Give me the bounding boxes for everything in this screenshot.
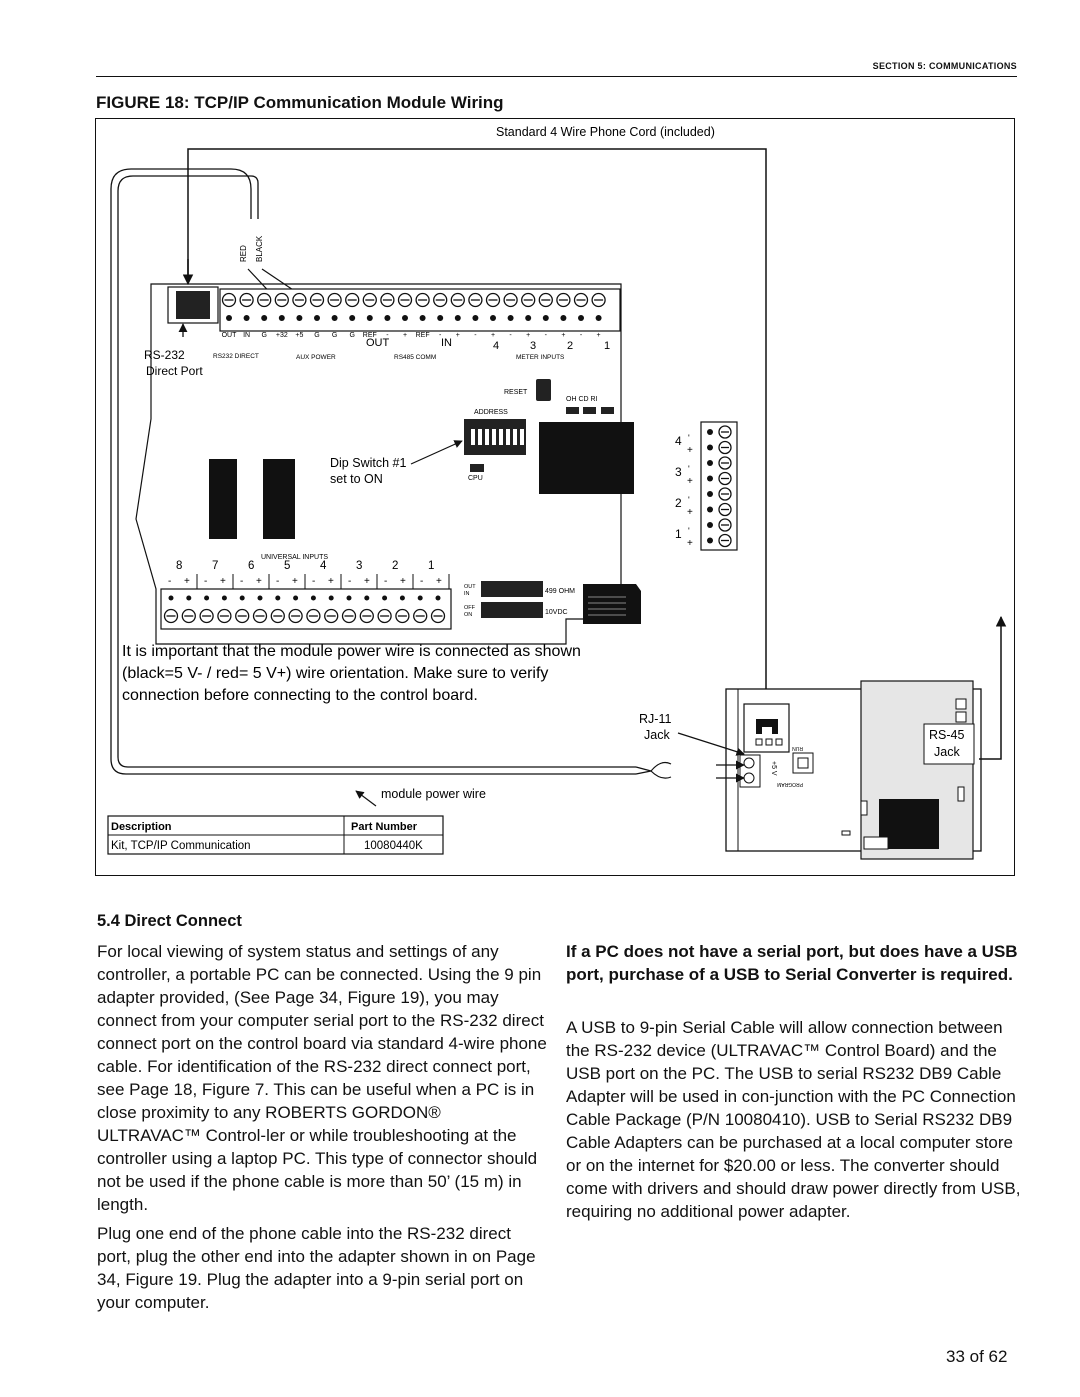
dip-off-label: OFF: [464, 605, 475, 611]
rs485-comm-label: RS485 COMM: [394, 354, 437, 361]
svg-text:+: +: [256, 576, 262, 587]
terminal-label: +: [490, 332, 496, 339]
universal-input-number: 2: [392, 560, 399, 572]
table-cell-description: Kit, TCP/IP Communication: [111, 840, 251, 852]
rs45-label: RS-45: [929, 728, 965, 742]
rs45-jack-label: Jack: [934, 745, 960, 759]
rj11-jack-label: Jack: [644, 728, 670, 742]
svg-text:-: -: [168, 576, 172, 587]
rs232-label: RS-232: [144, 348, 185, 362]
cpu-label: CPU: [468, 475, 483, 482]
terminal-label: +: [455, 332, 460, 339]
terminal-label: -: [509, 332, 512, 339]
tcpip-module: [726, 681, 981, 859]
table-header-description: Description: [111, 821, 172, 833]
terminal-label: -: [474, 332, 477, 339]
meter-input-number: 3: [675, 465, 682, 479]
svg-text:-: -: [312, 576, 316, 587]
dip-in-label: IN: [464, 591, 470, 597]
processor-chip: [539, 422, 634, 494]
terminal-label: -: [386, 332, 389, 339]
phone-cord-label: Standard 4 Wire Phone Cord (included): [496, 125, 715, 139]
terminal-label: G: [349, 332, 355, 339]
wire-red-label: RED: [239, 245, 248, 262]
address-label: ADDRESS: [474, 409, 508, 416]
svg-text:+: +: [364, 576, 370, 587]
terminal-label: +5: [295, 332, 304, 339]
figure-frame: [95, 118, 1015, 876]
meter-number: 2: [567, 340, 574, 352]
left-paragraph-2: Plug one end of the phone cable into the RS-232 direct port, plug the other end into the adapter shown in on Page 34, Figure 19. Plug the adapter into a 9-pin serial port on your computer.: [97, 1224, 536, 1312]
chip-left: [209, 459, 237, 539]
universal-input-number: 6: [248, 560, 255, 572]
terminal-label: -: [579, 332, 583, 339]
wiring-diagram: [96, 119, 1016, 877]
direct-port-label: Direct Port: [146, 364, 203, 378]
universal-input-number: 3: [356, 560, 363, 572]
comm-out-label: OUT: [366, 337, 390, 349]
meter-number: 4: [493, 340, 500, 352]
table-header-part-number: Part Number: [351, 821, 418, 833]
meter-number: 1: [604, 340, 611, 352]
vdc-label: 10VDC: [545, 609, 568, 616]
parts-table: [108, 816, 443, 854]
svg-text:': ': [688, 526, 690, 536]
dip-switch-label: Dip Switch #1: [330, 456, 407, 470]
terminal-label: G: [331, 332, 338, 339]
right-paragraph-1: If a PC does not have a serial port, but does have a USB port, purchase of a USB to Serial Converter is required.: [566, 942, 1018, 984]
svg-text:+: +: [687, 445, 693, 456]
svg-text:-: -: [204, 576, 208, 587]
chip-right: [263, 459, 295, 539]
network-cable-arrow: [979, 617, 1001, 759]
terminal-label: G: [314, 332, 320, 339]
meter-number: 3: [530, 340, 537, 352]
meter-input-number: 2: [675, 496, 682, 510]
terminal-label: OUT: [221, 332, 237, 339]
plus5v-label: +5 V: [770, 761, 777, 776]
dip-on-label: ON: [464, 612, 473, 618]
svg-text:-: -: [276, 576, 280, 587]
terminal-label: IN: [243, 332, 251, 339]
terminal-label: G: [261, 332, 267, 339]
top-terminal-block: [220, 289, 620, 331]
svg-text:+: +: [328, 576, 334, 587]
rs232-jack-body: [176, 291, 210, 319]
rj11-label: RJ-11: [639, 712, 672, 726]
svg-text:+: +: [292, 576, 298, 587]
section-header: SECTION 5: COMMUNICATIONS: [872, 61, 1017, 71]
universal-input-number: 5: [284, 560, 291, 572]
module-power-wire-label: module power wire: [381, 787, 486, 801]
dip-out-label: OUT: [464, 584, 476, 590]
bottom-terminal-block: [161, 589, 451, 629]
left-paragraph-1: For local viewing of system status and settings of any controller, a portable PC can be connected. Using the 9 pin adapter provided, (See Page 34, Figure 19), you may connect from your computer serial port to the RS-232 direct connect port on the control board via standard 4-wire phone cable. For identification of the RS-232 direct connect port, see Page 18, Figure 7. This can be useful when a PC is in close proximity to any ROBERTS GORDON® ULTRAVAC™ Control-ler or while troubleshooting at the controller using a laptop PC. This type of connector should not be used if the phone cable is more than 50’ (15 m) in length.: [97, 942, 547, 1214]
svg-text:-: -: [348, 576, 352, 587]
universal-input-number: 4: [320, 560, 327, 572]
terminal-label: +: [561, 332, 566, 339]
header-rule: [96, 76, 1017, 77]
svg-text:+: +: [436, 576, 442, 587]
terminal-label: +: [526, 332, 531, 339]
right-paragraph-2: A USB to 9-pin Serial Cable will allow connection between the RS-232 device (ULTRAVAC™ Control Board) and the USB port on the PC. The USB to serial RS232 DB9 Cable Adapter will be used in con-junction with the PC Connection Cable Package (P/N 10080410). USB to Serial RS232 DB9 Cable Adapters can be purchased at a local computer store or on the internet for $20.00 or less. The converter should come with drivers and should draw power directly from USB, requiring no additional power adapter.: [566, 1018, 1021, 1221]
program-label: PROGRAM: [777, 781, 803, 787]
reset-button: [536, 379, 551, 401]
meter-input-number: 1: [675, 527, 682, 541]
universal-inputs-label: UNIVERSAL INPUTS: [261, 554, 329, 561]
note-line-1: It is important that the module power wire is connected as shown: [122, 643, 581, 660]
power-connector: [583, 584, 641, 624]
svg-text:': ': [688, 495, 690, 505]
terminal-label: -: [544, 332, 547, 339]
terminal-label: +: [596, 332, 601, 339]
universal-input-number: 1: [428, 560, 435, 572]
page-number: 33 of 62: [946, 1347, 1008, 1366]
terminal-label: +32: [275, 332, 288, 339]
svg-text:': ': [688, 464, 690, 474]
run-label: RUN: [792, 745, 803, 751]
svg-text:-: -: [384, 576, 388, 587]
terminal-label: +: [402, 332, 408, 339]
terminal-label: -: [439, 332, 442, 339]
universal-input-number: 7: [212, 560, 219, 572]
reset-label: RESET: [504, 389, 528, 396]
svg-text:+: +: [687, 476, 693, 487]
svg-text:+: +: [687, 507, 693, 518]
svg-text:-: -: [240, 576, 244, 587]
dip-switch-ohm: [481, 581, 543, 597]
aux-power-label: AUX POWER: [296, 354, 336, 361]
note-line-2: (black=5 V- / red= 5 V+) wire orientation. Make sure to verify: [122, 665, 549, 682]
svg-text:': ': [688, 433, 690, 443]
svg-text:-: -: [420, 576, 424, 587]
comm-in-label: IN: [441, 337, 452, 349]
right-terminal-block: [701, 422, 737, 550]
set-on-label: set to ON: [330, 472, 383, 486]
wire-black-label: BLACK: [255, 235, 264, 262]
svg-text:+: +: [687, 538, 693, 549]
meter-input-number: 4: [675, 434, 682, 448]
terminal-label: REF: [362, 332, 377, 339]
rs232-direct-label: RS232 DIRECT: [213, 353, 259, 360]
meter-inputs-label: METER INPUTS: [516, 354, 565, 361]
svg-text:+: +: [184, 576, 190, 587]
note-line-3: connection before connecting to the control board.: [122, 687, 478, 704]
universal-input-number: 8: [176, 560, 183, 572]
leds-label: OH CD RI: [566, 396, 598, 403]
terminal-label: REF: [415, 332, 430, 339]
table-cell-part-number: 10080440K: [364, 840, 423, 852]
svg-text:+: +: [220, 576, 226, 587]
ohm-label: 499 OHM: [545, 588, 575, 595]
section-title: 5.4 Direct Connect: [97, 912, 242, 930]
dip-switch-vdc: [481, 602, 543, 618]
svg-text:+: +: [400, 576, 406, 587]
figure-title: FIGURE 18: TCP/IP Communication Module Wiring: [96, 93, 504, 112]
